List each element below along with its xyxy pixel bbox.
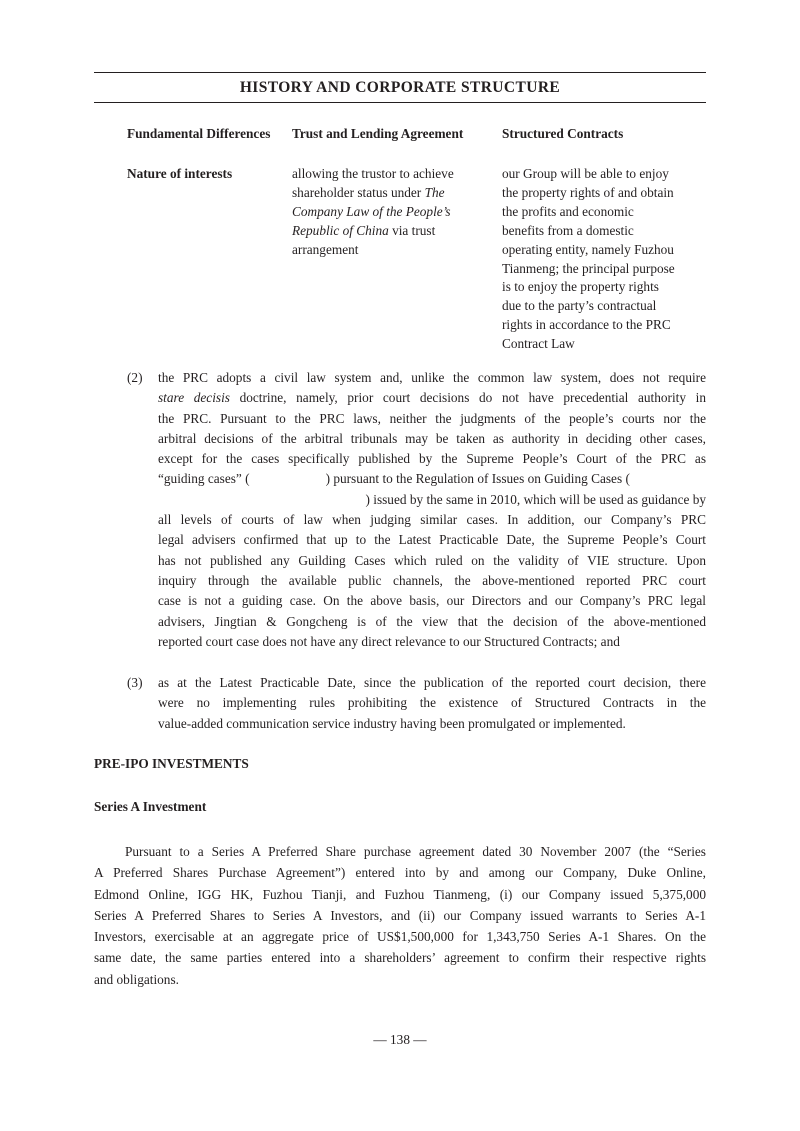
text-line: except for the cases specifically published by the Supreme People’s Court of the PRC as (158, 451, 706, 467)
text-line: Edmond Online, IGG HK, Fuzhou Tianji, and Fuzhou Tianmeng, (i) our Company issued 5,375,000 (94, 886, 706, 902)
cell-line: Contract Law (502, 336, 575, 352)
series-a-paragraph (94, 841, 706, 990)
list-item-body (158, 368, 706, 652)
cell-line: is to enjoy the property rights (502, 279, 659, 295)
list-item-number: (3) (127, 675, 143, 690)
cell-line: rights in accordance to the PRC (502, 317, 671, 333)
column-header-structured-contracts: Structured Contracts (502, 126, 624, 141)
text-line: all levels of courts of law when judging similar cases. In addition, our Company’s PRC (158, 512, 706, 528)
list-item-body (158, 673, 706, 734)
cell-structured-contracts (502, 165, 707, 354)
cell-line: allowing the trustor to achieve (292, 166, 454, 181)
text-line: and obligations. (94, 971, 179, 987)
list-item-number: (2) (127, 370, 143, 385)
text-line: reported court case does not have any direct relevance to our Structured Contracts; and (158, 633, 620, 649)
cell-line: the property rights of and obtain (502, 184, 674, 200)
cell-line: arrangement (292, 241, 359, 257)
text-line: value-added communication service industry having been promulgated or implemented. (158, 715, 626, 731)
text-line: advisers, Jingtian & Gongcheng is of the view that the decision of the above-mentioned (158, 613, 706, 629)
column-header-trust-lending: Trust and Lending Agreement (292, 126, 464, 141)
text-line: arbitral decisions of the arbitral tribunals may be taken as authority in deciding other cases, (158, 430, 706, 446)
cell-line: shareholder status under The (292, 184, 445, 200)
header-bottom-rule (94, 102, 706, 103)
text-line: were no implementing rules prohibiting the existence of Structured Contracts in the (158, 695, 706, 711)
text-line: Series A Preferred Shares to Series A Investors, and (ii) our Company issued warrants to Series A-1 (94, 907, 706, 923)
cell-line: benefits from a domestic (502, 222, 634, 238)
cell-trust-lending (292, 165, 482, 260)
list-item-2 (127, 368, 706, 652)
text-line: A Preferred Shares Purchase Agreement”) entered into by and among our Company, Duke Online, (94, 865, 706, 881)
cell-line: Company Law of the People’s (292, 203, 451, 219)
section-heading-series-a-investment: Series A Investment (94, 799, 207, 814)
header-top-rule (94, 72, 706, 73)
cell-line: due to the party’s contractual (502, 298, 657, 314)
cell-line: Republic of China via trust (292, 222, 436, 238)
text-line: the PRC adopts a civil law system and, unlike the common law system, does not require (158, 370, 706, 385)
column-header-fundamental-differences: Fundamental Differences (127, 126, 271, 141)
text-line: legal advisers confirmed that up to the Latest Practicable Date, the Supreme People’s Court (158, 532, 706, 548)
page-number: — 138 — (373, 1032, 427, 1047)
cell-line: Tianmeng; the principal purpose (502, 260, 675, 276)
text-line: “guiding cases” ( ) pursuant to the Regulation of Issues on Guiding Cases ( (158, 471, 630, 487)
section-heading-pre-ipo-investments: PRE-IPO INVESTMENTS (94, 756, 249, 771)
text-line: has not published any Guilding Cases which ruled on the validity of VIE structure. Upon (158, 552, 706, 568)
text-line: case is not a guiding case. On the above basis, our Directors and our Company’s PRC legal (158, 593, 706, 609)
text-line: stare decisis doctrine, namely, prior court decisions do not have precedential authority in (158, 390, 706, 406)
row-label-nature-of-interests: Nature of interests (127, 166, 233, 181)
cell-line: our Group will be able to enjoy (502, 166, 669, 181)
text-line: as at the Latest Practicable Date, since the publication of the reported court decision, there (158, 675, 706, 690)
text-line: Investors, exercisable at an aggregate price of US$1,500,000 for 1,343,750 Series A-1 Shares. On the (94, 929, 706, 945)
page-header-title: HISTORY AND CORPORATE STRUCTURE (239, 79, 561, 96)
text-line: Pursuant to a Series A Preferred Share purchase agreement dated 30 November 2007 (the “Series (125, 844, 706, 859)
text-line: the PRC. Pursuant to the PRC laws, neither the judgments of the people’s courts nor the (158, 410, 706, 426)
cell-line: operating entity, namely Fuzhou (502, 241, 674, 257)
list-item-3 (127, 673, 706, 734)
text-line: same date, the same parties entered into a shareholders’ agreement to confirm their respective rights (94, 950, 706, 966)
text-line: inquiry through the available public channels, the above-mentioned reported PRC court (158, 572, 706, 588)
cell-line: the profits and economic (502, 203, 634, 219)
text-line: ) issued by the same in 2010, which will be used as guidance by (365, 491, 706, 507)
